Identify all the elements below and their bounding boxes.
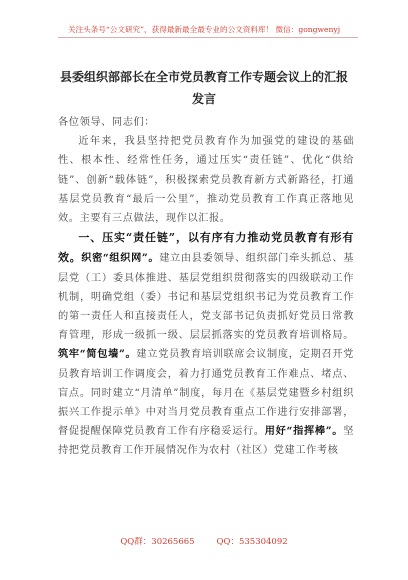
intro-paragraph: 近年来，我县坚持把党员教育作为加强党的建设的基础性、根本性、经常性任务，通过压实“责任链”、优化“供给链”、创新“载体链”，积极探索党员教育新方式新路径，打通基层党员教育“最后一公里”，推动党员教育工作真正落地见效。主要有三点做法，现作以汇报。 [58,136,354,225]
header-divider [58,37,358,38]
section-1-lead-1: 织密“组织网”。 [81,252,160,265]
document-body [58,113,354,461]
salutation: 各位领导、同志们： [58,117,156,128]
footer-contact [0,535,408,547]
document-title: 县委组织部部长在全市党员教育工作专题会议上的汇报发言 [59,70,348,106]
section-1-text-3: 坚持把党员教育工作开展情况作为农村（社区）党建工作考核 [58,426,354,457]
header-banner: 关注头条号“公文研究”，获得最新最全最专业的公文资料库！ 微信：gongwenyj [67,25,341,34]
footer-qq-group: QQ群：30265665 [120,537,195,547]
footer-qq-number: QQ：535304092 [216,537,288,547]
section-1-text-2: 建立党员教育培训联席会议制度，定期召开党员教育培训工作调度会，着力打通党员教育工作难点、堵点、盲点。同时建立“月清单”制度，每月在《基层党建暨乡村组织振兴工作提示单》中对当月党员教育重点工作进行安排部署，督促提醒保障党员教育工作有序稳妥运行。 [58,349,354,438]
section-1-lead-3: 用好“指挥棒”。 [264,425,344,438]
section-1-lead-2: 筑牢“简包墙”。 [58,348,137,361]
section-1-heading: 一、压实“责任链”，以有序有力推动党员教育有形有效。 [58,231,354,265]
section-1-text-1: 建立由县委领导、组织部门牵头抓总、基层党（工）委具体推进、基层党组织贯彻落实的四级联动工作机制，明确党组（委）书记和基层党组织书记为党员教育工作的第一责任人和直接责任人，党支部书记负责抓好党员日常教育管理，形成一级抓一级、层层抓落实的党员教育培训格局。 [58,253,354,342]
section-1-paragraph [58,228,354,460]
